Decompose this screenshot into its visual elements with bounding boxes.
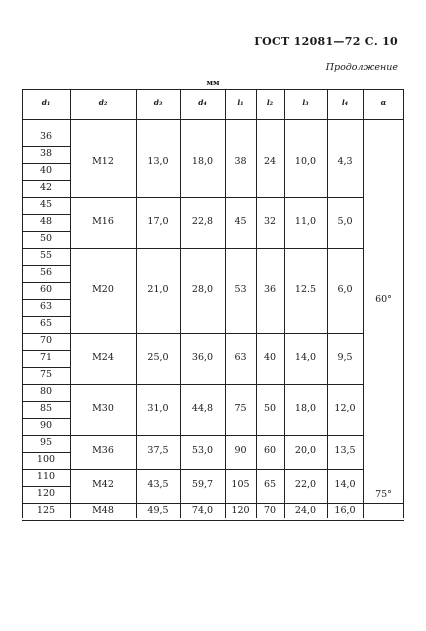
- cell-d2: M42: [92, 479, 114, 490]
- cell-l4: 13,5: [334, 445, 356, 456]
- table-top-border: [22, 89, 404, 90]
- cell-d2: M16: [92, 216, 114, 227]
- cell-d1: 60: [39, 284, 53, 295]
- cell-d2: M48: [92, 505, 114, 516]
- cell-d3: 13,0: [147, 156, 169, 167]
- cell-d3: 17,0: [147, 216, 169, 227]
- cell-d1: 40: [39, 165, 53, 176]
- subrow-border: [22, 231, 70, 232]
- cell-d1: 55: [39, 250, 53, 261]
- cell-l1: 75: [234, 403, 247, 414]
- cell-l3: 20,0: [294, 445, 317, 456]
- subrow-border: [22, 163, 70, 164]
- cell-d1: 75: [39, 369, 53, 380]
- cell-l3: 10,0: [294, 156, 317, 167]
- subrow-border: [22, 367, 70, 368]
- cell-d3: 49,5: [147, 505, 169, 516]
- cell-l3: 24,0: [294, 505, 317, 516]
- cell-l2: 70: [263, 505, 277, 516]
- group-border: [22, 197, 363, 198]
- cell-d4: 44,8: [191, 403, 214, 414]
- header-d2: d₂: [98, 98, 108, 107]
- group-border: [22, 333, 363, 334]
- cell-l3: 14,0: [294, 352, 317, 363]
- header-d4: d₄: [198, 98, 207, 107]
- cell-d1: 38: [39, 148, 53, 159]
- group-border: [22, 435, 363, 436]
- cell-d1: 95: [39, 437, 53, 448]
- cell-l3: 11,0: [294, 216, 317, 227]
- cell-d3: 31,0: [147, 403, 169, 414]
- subrow-border: [22, 452, 70, 453]
- cell-l1: 105: [231, 479, 250, 490]
- cell-d1: 110: [36, 471, 56, 482]
- cell-l4: 4,3: [337, 156, 353, 167]
- subrow-border: [22, 146, 70, 147]
- table-bottom-border: [22, 520, 404, 521]
- cell-d4: 74,0: [191, 505, 214, 516]
- cell-d1: 63: [39, 301, 53, 312]
- cell-l4: 14,0: [334, 479, 356, 490]
- cell-d1: 56: [39, 267, 53, 278]
- group-border: [22, 469, 363, 470]
- cell-d3: 21,0: [147, 284, 169, 295]
- column-border: [363, 89, 364, 518]
- subrow-border: [22, 265, 70, 266]
- cell-l3: 18,0: [294, 403, 317, 414]
- cell-l4: 6,0: [337, 284, 353, 295]
- subrow-border: [22, 299, 70, 300]
- group-border: [22, 503, 404, 504]
- alpha-60: 60°: [375, 294, 392, 305]
- header-l1: l₁: [237, 98, 244, 107]
- cell-l1: 90: [234, 445, 247, 456]
- cell-l4: 16,0: [334, 505, 356, 516]
- cell-d1: 85: [39, 403, 53, 414]
- group-border: [22, 248, 363, 249]
- cell-d4: 59,7: [191, 479, 214, 490]
- cell-d1: 48: [39, 216, 53, 227]
- cell-d2: M24: [92, 352, 114, 363]
- cell-l3: 12.5: [294, 284, 317, 295]
- cell-d4: 28,0: [191, 284, 214, 295]
- cell-d4: 22,8: [191, 216, 214, 227]
- cell-l2: 65: [263, 479, 277, 490]
- cell-d1: 100: [36, 454, 56, 465]
- cell-l3: 22,0: [294, 479, 317, 490]
- cell-d1: 90: [39, 420, 53, 431]
- cell-d1: 45: [39, 199, 53, 210]
- cell-d2: M30: [92, 403, 114, 414]
- units-label: мм: [206, 78, 220, 87]
- cell-l2: 60: [263, 445, 277, 456]
- cell-l1: 38: [234, 156, 247, 167]
- cell-d4: 53,0: [191, 445, 214, 456]
- column-border: [403, 89, 404, 518]
- cell-d1: 65: [39, 318, 53, 329]
- continuation-label: Продолжение: [325, 62, 398, 73]
- subrow-border: [22, 486, 70, 487]
- header-l3: l₃: [302, 98, 309, 107]
- cell-d3: 43,5: [147, 479, 169, 490]
- cell-l4: 5,0: [337, 216, 353, 227]
- cell-d2: M20: [92, 284, 114, 295]
- subrow-border: [22, 350, 70, 351]
- cell-d3: 37,5: [147, 445, 169, 456]
- cell-d1: 120: [36, 488, 56, 499]
- header-bottom-border: [22, 119, 404, 120]
- cell-d1: 70: [39, 335, 53, 346]
- alpha-75: 75°: [375, 489, 392, 500]
- header-alpha: α: [380, 98, 387, 107]
- cell-l1: 53: [234, 284, 247, 295]
- header-d1: d₁: [41, 98, 51, 107]
- dimensions-table: [22, 89, 404, 518]
- cell-d1: 80: [39, 386, 53, 397]
- subrow-border: [22, 180, 70, 181]
- cell-d2: M36: [92, 445, 114, 456]
- cell-d3: 25,0: [147, 352, 169, 363]
- subrow-border: [22, 418, 70, 419]
- header-l2: l₂: [266, 98, 274, 107]
- cell-l2: 24: [263, 156, 277, 167]
- subrow-border: [22, 214, 70, 215]
- cell-l2: 50: [263, 403, 277, 414]
- cell-d4: 36,0: [191, 352, 214, 363]
- cell-l2: 36: [263, 284, 277, 295]
- subrow-border: [22, 282, 70, 283]
- cell-l2: 32: [263, 216, 277, 227]
- document-header: ГОСТ 12081—72 С. 10: [254, 35, 398, 48]
- cell-d1: 42: [39, 182, 53, 193]
- header-d3: d₃: [153, 98, 163, 107]
- cell-d1: 125: [36, 505, 56, 516]
- cell-l2: 40: [263, 352, 277, 363]
- cell-d1: 71: [39, 352, 53, 363]
- cell-d1: 50: [39, 233, 53, 244]
- header-l4: l₄: [341, 98, 349, 107]
- cell-l1: 120: [231, 505, 250, 516]
- cell-l4: 9,5: [337, 352, 353, 363]
- subrow-border: [22, 401, 70, 402]
- cell-d2: M12: [92, 156, 114, 167]
- cell-d1: 36: [39, 131, 53, 142]
- cell-d4: 18,0: [191, 156, 214, 167]
- cell-l1: 63: [234, 352, 247, 363]
- group-border: [22, 384, 363, 385]
- cell-l1: 45: [234, 216, 247, 227]
- subrow-border: [22, 316, 70, 317]
- cell-l4: 12,0: [334, 403, 356, 414]
